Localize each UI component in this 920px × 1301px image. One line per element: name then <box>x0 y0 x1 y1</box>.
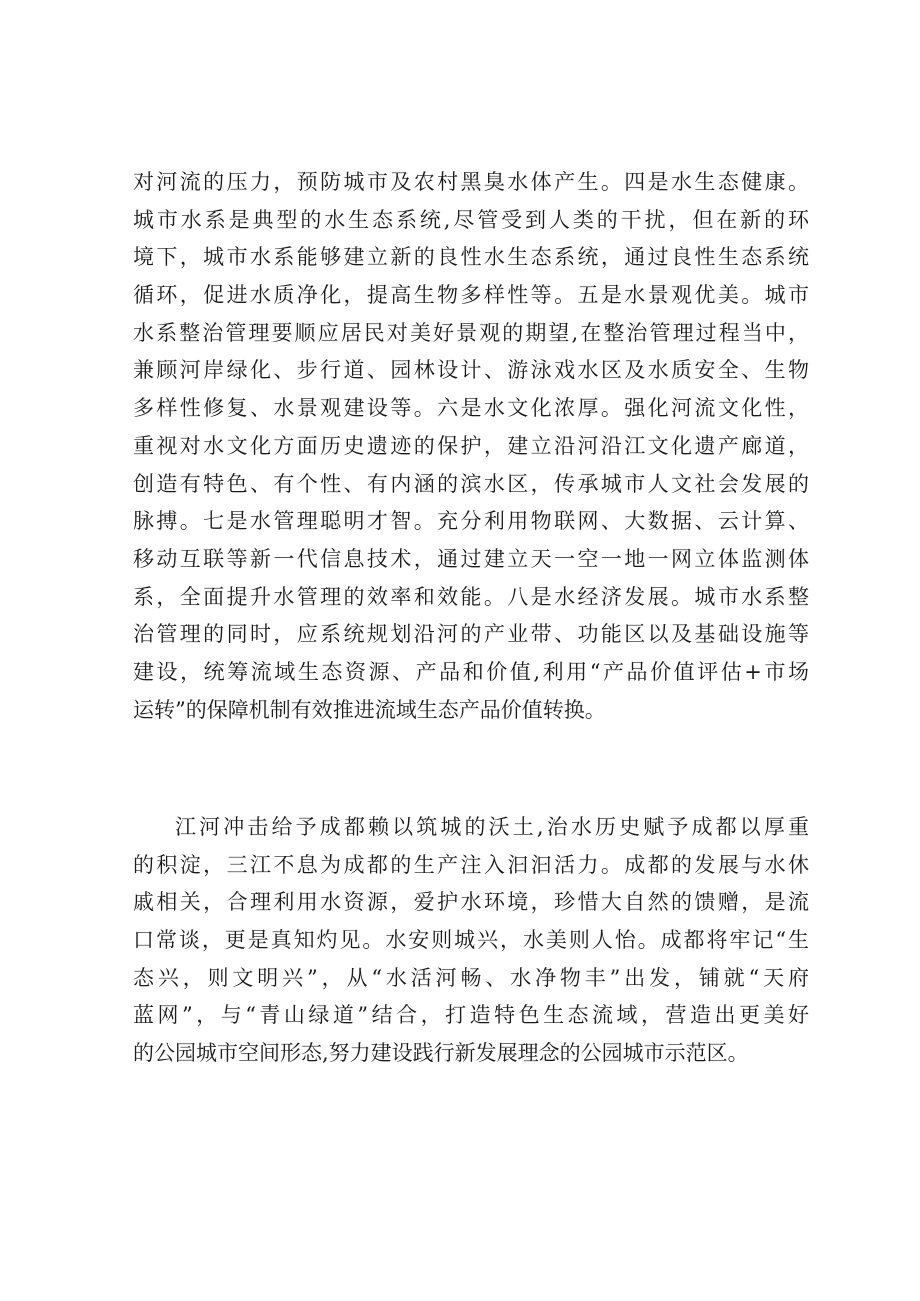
text-line: 系，全面提升水管理的效率和效能。八是水经济发展。城市水系整 <box>133 584 809 609</box>
text-line: 江河冲击给予成都赖以筑城的沃土,治水历史赋予成都以厚重 <box>175 815 809 839</box>
text-line: 建设，统筹流域生态资源、产品和价值,利用“产品价值评估+市场 <box>133 659 809 684</box>
text-line: 口常谈，更是真知灼见。水安则城兴，水美则人怡。成都将牢记“生 <box>133 928 809 953</box>
text-line: 水系整治管理要顺应居民对美好景观的期望,在整治管理过程当中， <box>133 320 809 345</box>
text-line: 重视对水文化方面历史遗迹的保护，建立沿河沿江文化遗产廊道， <box>133 433 809 458</box>
text-line: 蓝网”，与“青山绿道”结合，打造特色生态流域，营造出更美好 <box>133 1003 809 1028</box>
text-line: 创造有特色、有个性、有内涵的滨水区，传承城市人文社会发展的 <box>133 471 809 496</box>
text-line: 治管理的同时，应系统规划沿河的产业带、功能区以及基础设施等 <box>133 622 809 647</box>
text-line: 对河流的压力，预防城市及农村黑臭水体产生。四是水生态健康。 <box>133 170 809 194</box>
text-line: 的积淀，三江不息为成都的生产注入汩汩活力。成都的发展与水休 <box>133 852 809 877</box>
text-line: 循环，促进水质净化，提高生物多样性等。五是水景观优美。城市 <box>133 283 809 308</box>
text-line: 多样性修复、水景观建设等。六是水文化浓厚。强化河流文化性， <box>133 396 809 421</box>
text-line: 移动互联等新一代信息技术，通过建立天一空一地一网立体监测体 <box>133 546 809 571</box>
text-line: 的公园城市空间形态,努力建设践行新发展理念的公园城市示范区。 <box>133 1041 749 1066</box>
text-line: 境下，城市水系能够建立新的良性水生态系统，通过良性生态系统 <box>133 245 809 270</box>
paragraph-2 <box>133 809 809 1073</box>
text-line: 脉搏。七是水管理聪明才智。充分利用物联网、大数据、云计算、 <box>133 509 809 534</box>
text-line: 城市水系是典型的水生态系统,尽管受到人类的干扰，但在新的环 <box>133 207 809 232</box>
text-line: 兼顾河岸绿化、步行道、园林设计、游泳戏水区及水质安全、生物 <box>133 358 809 383</box>
text-line: 态兴，则文明兴”，从“水活河畅、水净物丰”出发，铺就“天府 <box>133 965 809 990</box>
text-line: 戚相关，合理利用水资源，爱护水环境，珍惜大自然的馈赠，是流 <box>133 890 809 915</box>
text-line: 运转”的保障机制有效推进流域生态产品价值转换。 <box>133 697 606 722</box>
paragraph-1 <box>133 164 809 729</box>
